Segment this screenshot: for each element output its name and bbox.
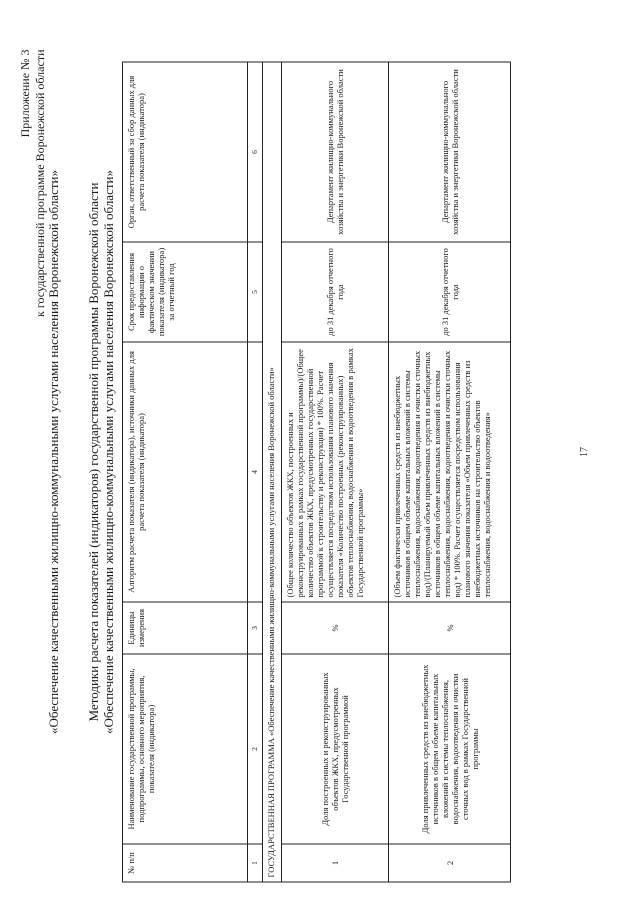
column-number: 3 [248,602,263,654]
column-number: 4 [248,342,263,602]
header-responsible: Орган, ответственный за сбор данных для расчета показателя (индикатора) [123,62,248,242]
row-indicator-name: Доля построенных и реконструированных объектов ЖКХ, предусмотренных Государственной программой [282,654,389,844]
title-line-2: «Обеспечение качественными жилищно-коммунальными услугами населения Воронежской области» [101,170,116,734]
table-row [282,62,389,882]
row-num: 2 [389,844,511,882]
header-deadline: Срок предоставления информации о фактическом значении показателя (индикатора) за отчетный год [123,242,248,342]
row-algorithm: (Общее количество объектов ЖКХ, построенных и реконструированных в рамках государственной программы)/(Общее количество объектов ЖКХ, предусмотренных государственной программой к строительству и реконструкции) * 100%. Расчет осуществляется посредством использования планового значения показателя «Количество построенных (реконструированных) объектов теплоснабжения, водоснабжения и водоотведения в рамках Государственной программы» [282,342,389,602]
header-algorithm: Алгоритм расчета показателя (индикатора), источники данных для расчета показателя (индикатора) [123,342,248,602]
header-name: Наименование государственной программы, подпрограммы, основного мероприятия, показателя (индикатора) [123,654,248,844]
appendix-note [18,50,48,317]
program-name-line: «Обеспечение качественными жилищно-коммунальными услугами населения Воронежской области» [46,170,61,734]
column-number: 6 [248,62,263,242]
column-number: 5 [248,242,263,342]
indicators-table [122,62,511,883]
header-num: № п/п [123,844,248,882]
header-unit: Единицы измерения [123,602,248,654]
column-number: 1 [248,844,263,882]
program-row-text: ГОСУДАРСТВЕННАЯ ПРОГРАММА «Обеспечение качественными жилищно-коммунальными услугами населения Воронежской области» [263,62,282,882]
row-algorithm: (Объем фактически привлеченных средств из внебюджетных источников в общем объеме капитальных вложений в системы теплоснабжения, водоснабжения, водоотведения и очистки сточных вод)/(Планируемый объем привлеченных средств из внебюджетных источников в общем объеме капитальных вложений в системы теплоснабжения, водоснабжения, водоотведения и очистки сточных вод) * 100%. Расчет осуществляется посредством использования планового значения показателя «Объем привлеченных средств из внебюджетных источников на строительство объектов теплоснабжения, водоснабжения и водоотведения» [389,342,511,602]
row-responsible: Департамент жилищно-коммунального хозяйства и энергетики Воронежской области [282,62,389,242]
appendix-line-1: Приложение № 3 [18,49,32,138]
column-number: 2 [248,654,263,844]
row-deadline: до 31 декабря отчетного года [389,242,511,342]
row-deadline: до 31 декабря отчетного года [282,242,389,342]
row-num: 1 [282,844,389,882]
document-title [86,0,116,905]
column-number-row [248,62,263,882]
program-row [263,62,282,882]
table-header-row [123,62,248,882]
row-responsible: Департамент жилищно-коммунального хозяйства и энергетики Воронежской области [389,62,511,242]
row-unit: % [282,602,389,654]
title-line-1: Методики расчета показателей (индикаторов) государственной программы Воронежской области [86,182,101,722]
appendix-line-2: к государственной программе Воронежской области [33,49,47,317]
table-row [389,62,511,882]
row-unit: % [389,602,511,654]
page-number: 17 [579,447,590,457]
row-indicator-name: Доля привлеченных средств из внебюджетных источников в общем объеме капитальных вложений в системы теплоснабжения, водоснабжения, водоотведения и очистки сточных вод в рамках Государственной программы [389,654,511,844]
